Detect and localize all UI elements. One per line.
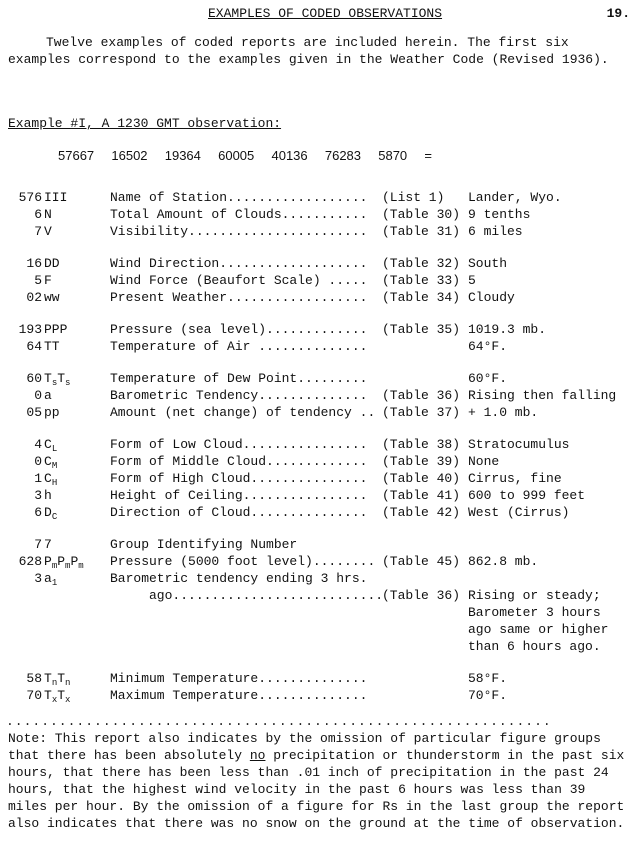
table-row: [0, 471, 640, 488]
code-symbol: a: [44, 388, 52, 403]
code-value: 60: [26, 371, 42, 386]
code-symbol: $C_M$: [44, 454, 58, 471]
element-name: Total Amount of Clouds...........: [110, 207, 368, 222]
code-symbol: $T_nT_n$: [44, 671, 71, 688]
example-heading: Example #I, A 1230 GMT observation:: [8, 116, 282, 131]
decoded-result: 5: [468, 273, 476, 288]
element-name: Wind Force (Beaufort Scale) .....: [110, 273, 368, 288]
code-symbol: F: [44, 273, 52, 288]
table-row: [0, 571, 640, 588]
table-row: [0, 488, 640, 505]
table-row: [0, 388, 640, 405]
table-row: [0, 639, 640, 656]
decoded-result: Rising then falling: [468, 388, 617, 403]
element-name: Wind Direction...................: [110, 256, 368, 271]
dotted-divider: ..............................................................: [6, 714, 552, 729]
code-symbol: 7: [44, 537, 52, 552]
code-value: 0: [34, 388, 42, 403]
code-value: 02: [26, 290, 42, 305]
table-reference: (Table 34): [382, 290, 461, 305]
decoded-result: Barometer 3 hours: [468, 605, 601, 620]
table-reference: (Table 36): [382, 588, 461, 603]
code-symbol: $T_xT_x$: [44, 688, 71, 705]
element-name: Form of Low Cloud................: [110, 437, 368, 452]
table-row: [0, 437, 640, 454]
decoded-result: Stratocumulus: [468, 437, 570, 452]
code-symbol: $P_mP_mP_m$: [44, 554, 84, 571]
code-value: 4: [34, 437, 42, 452]
code-value: 6: [34, 505, 42, 520]
element-name: Form of Middle Cloud.............: [110, 454, 368, 469]
code-symbol: $D_C$: [44, 505, 58, 522]
code-value: 70: [26, 688, 42, 703]
element-name: Height of Ceiling................: [110, 488, 368, 503]
table-reference: (Table 32): [382, 256, 461, 271]
decoded-result: 862.8 mb.: [468, 554, 539, 569]
code-symbol: PPP: [44, 322, 68, 337]
code-value: 6: [34, 207, 42, 222]
code-symbol: $C_L$: [44, 437, 58, 454]
table-row: [0, 224, 640, 241]
table-row: [0, 256, 640, 273]
table-reference: (Table 31): [382, 224, 461, 239]
code-value: 0: [34, 454, 42, 469]
code-value: 05: [26, 405, 42, 420]
decoded-result: West (Cirrus): [468, 505, 570, 520]
table-reference: (Table 36): [382, 388, 461, 403]
code-symbol: N: [44, 207, 52, 222]
element-name: Maximum Temperature..............: [110, 688, 368, 703]
decoded-result: None: [468, 454, 500, 469]
coded-groups: 57667 16502 19364 60005 40136 76283 5870 =: [58, 148, 432, 163]
code-value: 576: [18, 190, 42, 205]
table-reference: (Table 45): [382, 554, 461, 569]
code-symbol: pp: [44, 405, 60, 420]
decoded-result: Rising or steady;: [468, 588, 601, 603]
table-reference: (Table 30): [382, 207, 461, 222]
table-row: [0, 505, 640, 522]
decoded-result: 60°F.: [468, 371, 508, 386]
code-symbol: $T_sT_s$: [44, 371, 71, 388]
decoded-result: ago same or higher: [468, 622, 609, 637]
table-row: [0, 622, 640, 639]
code-value: 7: [34, 537, 42, 552]
element-name: Form of High Cloud...............: [110, 471, 368, 486]
table-reference: (Table 42): [382, 505, 461, 520]
code-symbol: h: [44, 488, 52, 503]
code-value: 1: [34, 471, 42, 486]
element-name: Temperature of Air ..............: [110, 339, 368, 354]
element-name: Pressure (sea level).............: [110, 322, 368, 337]
decoded-result: 600 to 999 feet: [468, 488, 586, 503]
decoded-result: Cloudy: [468, 290, 515, 305]
element-name: Barometric tendency ending 3 hrs.: [110, 571, 368, 586]
element-name: Group Identifying Number: [110, 537, 298, 552]
table-row: [0, 190, 640, 207]
code-symbol: III: [44, 190, 68, 205]
table-row: [0, 688, 640, 705]
code-value: 5: [34, 273, 42, 288]
decoded-result: Cirrus, fine: [468, 471, 562, 486]
decoded-result: 6 miles: [468, 224, 523, 239]
table-row: [0, 290, 640, 307]
decoded-result: 64°F.: [468, 339, 508, 354]
code-value: 628: [18, 554, 42, 569]
decoded-result: South: [468, 256, 508, 271]
element-name: Amount (net change) of tendency ..: [110, 405, 376, 420]
code-symbol: $a_1$: [44, 571, 58, 588]
code-value: 7: [34, 224, 42, 239]
table-row: [0, 322, 640, 339]
code-symbol: DD: [44, 256, 60, 271]
note-prefix: Note: This report also indicates by the omission of particular figure groups that there has been absolutely: [8, 731, 601, 763]
element-name: Present Weather..................: [110, 290, 368, 305]
page-number: 19.: [606, 6, 630, 21]
note-suffix: precipitation or thunderstorm in the past six hours, that there has been less than .01 inch of precipitation in the past 24 hours, that the highest wind velocity in the past 6 hours was less than 39 miles per hour. By the omission of a figure for Rs in the last group the report also indicates that there was no snow on the ground at the time of observation.: [8, 748, 625, 831]
table-row: [0, 605, 640, 622]
table-row: [0, 671, 640, 688]
table-row: [0, 588, 640, 605]
element-name: Pressure (5000 foot level)........: [110, 554, 376, 569]
code-value: 16: [26, 256, 42, 271]
table-reference: (Table 37): [382, 405, 461, 420]
table-reference: (Table 41): [382, 488, 461, 503]
element-name: Visibility.......................: [110, 224, 368, 239]
table-row: [0, 405, 640, 422]
code-symbol: TT: [44, 339, 60, 354]
table-row: [0, 273, 640, 290]
table-reference: (Table 33): [382, 273, 461, 288]
table-reference: (Table 35): [382, 322, 461, 337]
table-row: [0, 554, 640, 571]
intro-paragraph: Twelve examples of coded reports are included herein. The first six examples correspond to the examples given in the Weather Code (Revised 1936).: [8, 35, 609, 67]
code-value: 58: [26, 671, 42, 686]
table-row: [0, 207, 640, 224]
table-reference: (Table 38): [382, 437, 461, 452]
decoded-result: 1019.3 mb.: [468, 322, 547, 337]
code-value: 64: [26, 339, 42, 354]
element-name: ago...........................: [110, 588, 384, 603]
decoded-result: than 6 hours ago.: [468, 639, 601, 654]
table-reference: (List 1): [382, 190, 445, 205]
code-value: 3: [34, 488, 42, 503]
code-symbol: ww: [44, 290, 60, 305]
element-name: Minimum Temperature..............: [110, 671, 368, 686]
table-reference: (Table 40): [382, 471, 461, 486]
note-paragraph: [8, 730, 628, 832]
table-row: [0, 454, 640, 471]
note-emphasis: no: [249, 748, 266, 763]
code-symbol: $C_H$: [44, 471, 58, 488]
decoded-result: Lander, Wyo.: [468, 190, 562, 205]
code-symbol: V: [44, 224, 52, 239]
decoded-result: + 1.0 mb.: [468, 405, 539, 420]
element-name: Direction of Cloud...............: [110, 505, 368, 520]
table-row: [0, 339, 640, 356]
code-value: 3: [34, 571, 42, 586]
page-title: EXAMPLES OF CODED OBSERVATIONS: [208, 6, 443, 21]
element-name: Barometric Tendency..............: [110, 388, 368, 403]
table-row: [0, 537, 640, 554]
table-reference: (Table 39): [382, 454, 461, 469]
element-name: Name of Station..................: [110, 190, 368, 205]
element-name: Temperature of Dew Point.........: [110, 371, 368, 386]
decoded-result: 70°F.: [468, 688, 508, 703]
code-value: 193: [18, 322, 42, 337]
decoded-table: [0, 190, 640, 705]
table-row: [0, 371, 640, 388]
decoded-result: 9 tenths: [468, 207, 531, 222]
decoded-result: 58°F.: [468, 671, 508, 686]
